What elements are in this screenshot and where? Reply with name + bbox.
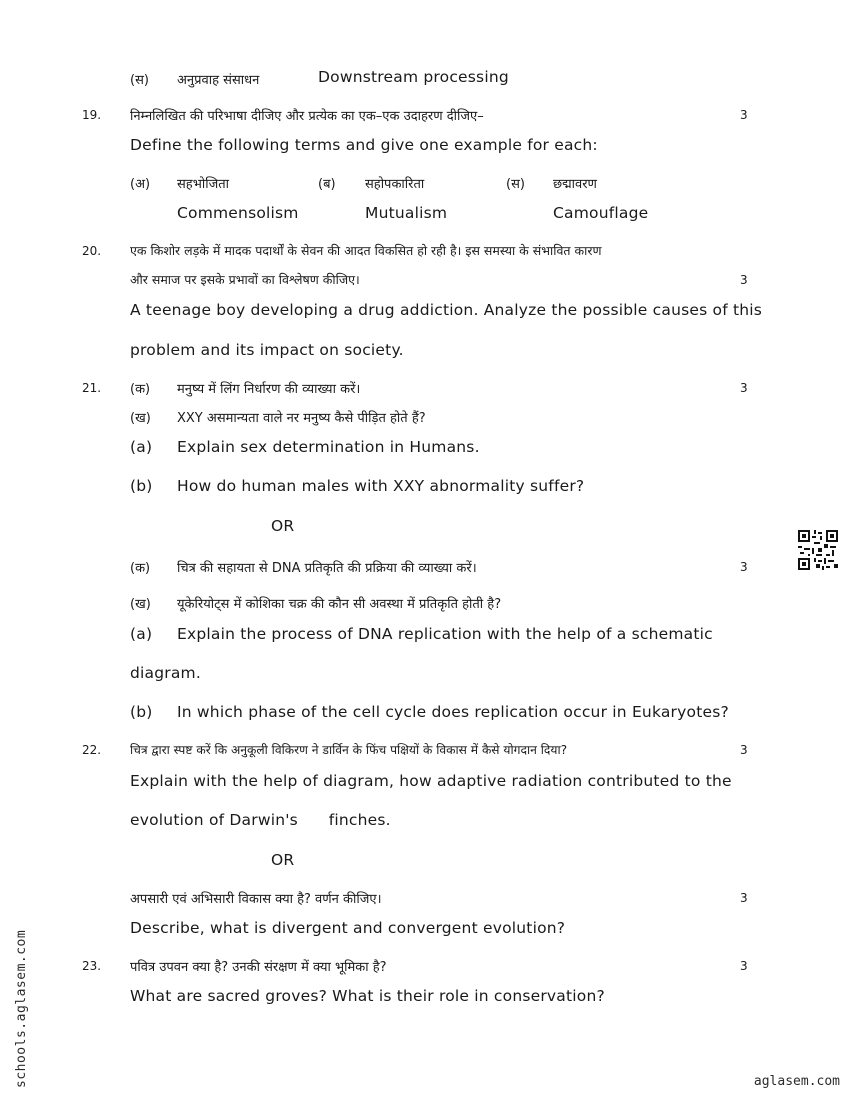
question-english: diagram. [130,664,201,682]
question-hindi: चित्र द्वारा स्पष्ट करें कि अनुकूली विकिरण ने डार्विन के फिंच पक्षियों के विकास में कैसे योगदान दिया? [130,743,568,757]
question-hindi: XXY असमान्यता वाले नर मनुष्य कैसे पीड़ित होते हैं? [177,411,426,426]
question-hindi: चित्र की सहायता से DNA प्रतिकृति की प्रक्रिया की व्याख्या करें। [177,561,477,576]
question-hindi: निम्नलिखित की परिभाषा दीजिए और प्रत्येक का एक–एक उदाहरण दीजिए– [130,109,484,124]
or-separator: OR [271,851,295,869]
qr-code-icon [798,530,838,570]
side-watermark: schools.aglasem.com [14,929,29,1088]
marks: 3 [740,959,748,973]
question-number: 21. [82,381,102,395]
question-number: 22. [82,743,102,757]
option-hindi: सहभोजिता [177,177,229,192]
marks: 3 [740,381,748,395]
question-hindi: और समाज पर इसके प्रभावों का विश्लेषण कीजिए। [130,272,360,287]
option-label: (क) [130,561,151,576]
option-label: (ब) [318,177,336,192]
option-label: (ख) [130,597,151,612]
option-english: Downstream processing [318,68,509,86]
option-english: Mutualism [365,204,448,222]
marks: 3 [740,273,748,287]
question-english: problem and its impact on society. [130,341,404,359]
question-english: A teenage boy developing a drug addiction. Analyze the possible causes of this [130,301,763,319]
option-hindi: सहोपकारिता [365,177,425,192]
option-label: (b) [130,477,153,495]
question-hindi: पवित्र उपवन क्या है? उनकी संरक्षण में क्या भूमिका है? [130,960,387,975]
option-label: (स) [506,177,525,192]
option-english: Commensolism [177,204,299,222]
question-english: Explain the process of DNA replication with the help of a schematic [177,625,713,643]
marks: 3 [740,560,748,574]
marks: 3 [740,108,748,122]
marks: 3 [740,891,748,905]
question-english: Describe, what is divergent and convergent evolution? [130,919,566,937]
option-english: Camouflage [553,204,649,222]
or-separator: OR [271,517,295,535]
question-hindi: एक किशोर लड़के में मादक पदार्थों के सेवन की आदत विकसित हो रही है। इस समस्या के संभावित कारण [130,243,602,258]
option-label: (ख) [130,411,151,426]
option-label: (a) [130,625,153,643]
option-label: (स) [130,73,149,88]
option-hindi: अनुप्रवाह संसाधन [177,73,260,88]
question-english: Define the following terms and give one example for each: [130,136,598,154]
option-label: (b) [130,703,153,721]
question-hindi: अपसारी एवं अभिसारी विकास क्या है? वर्णन कीजिए। [130,892,382,907]
marks: 3 [740,743,748,757]
question-number: 20. [82,244,102,258]
question-english: Explain with the help of diagram, how adaptive radiation contributed to the [130,772,732,790]
question-hindi: मनुष्य में लिंग निर्धारण की व्याख्या करें। [177,382,361,397]
question-english: In which phase of the cell cycle does replication occur in Eukaryotes? [177,703,729,721]
option-label: (a) [130,438,153,456]
option-label: (क) [130,382,151,397]
option-hindi: छद्मावरण [553,177,597,192]
footer-watermark: aglasem.com [753,1074,840,1089]
question-number: 19. [82,108,102,122]
question-english: evolution of Darwin's finches. [130,811,391,829]
option-label: (अ) [130,177,151,192]
question-english: Explain sex determination in Humans. [177,438,480,456]
question-number: 23. [82,959,102,973]
question-english: What are sacred groves? What is their role in conservation? [130,987,605,1005]
question-english: How do human males with XXY abnormality suffer? [177,477,585,495]
question-hindi: यूकेरियोट्स में कोशिका चक्र की कौन सी अवस्था में प्रतिकृति होती है? [177,597,502,612]
